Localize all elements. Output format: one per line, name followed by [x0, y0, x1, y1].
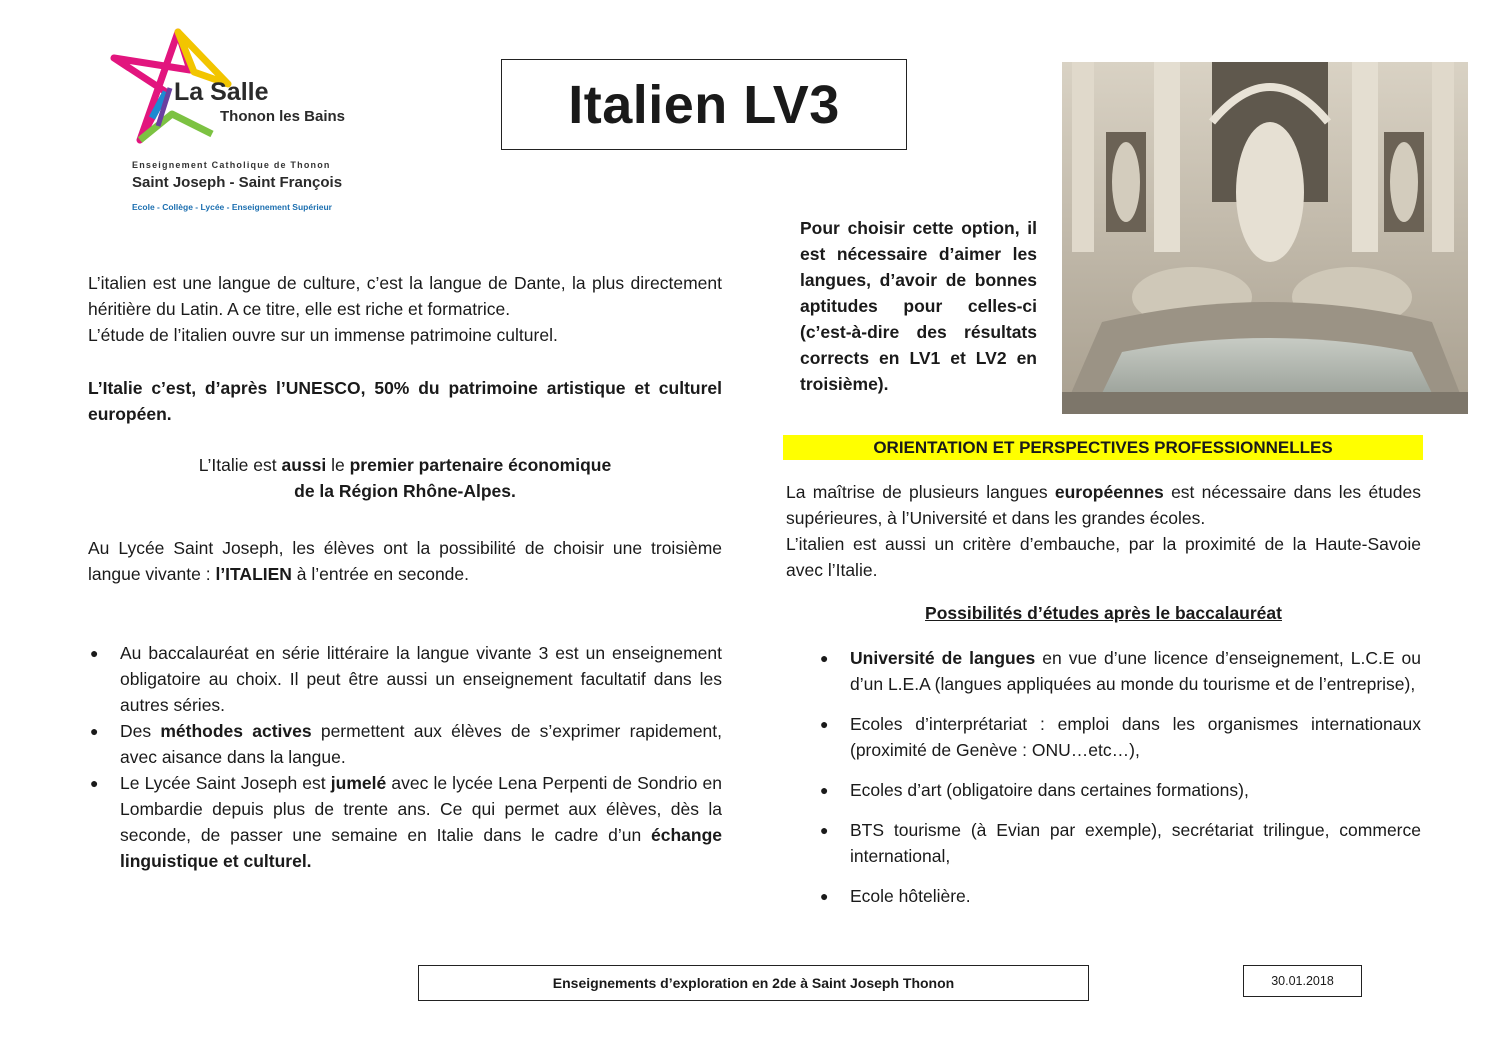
bullet-text: Au baccalauréat en série littéraire la langue vivante 3 est un enseignement obligatoire au choix. Il peut être aussi un enseignement facultatif dans les autres séries.	[120, 643, 722, 715]
bullet-text: Des	[120, 721, 161, 741]
orientation-bold: européennes	[1054, 482, 1164, 502]
list-item	[818, 817, 1421, 869]
bullet-icon: ●	[90, 775, 99, 791]
bullet-bold: échange linguistique et culturel.	[120, 825, 722, 871]
logo-name-line1: La Salle	[174, 78, 269, 106]
option-requirements: Pour choisir cette option, il est nécessaire d’aimer les langues, d’avoir de bonnes aptitudes pour celles-ci (c’est-à-dire des résultats corrects en LV1 et LV2 en troisième).	[800, 218, 1037, 394]
bullet-icon: ●	[90, 645, 99, 661]
page-title-box	[501, 59, 907, 150]
orientation-text	[786, 479, 1421, 583]
document-date: 30.01.2018	[1243, 965, 1362, 997]
bullet-text: Ecole hôtelière.	[850, 886, 971, 906]
logo-levels: Ecole - Collège - Lycée - Enseignement Supérieur	[132, 202, 332, 212]
bullet-bold: jumelé	[330, 773, 387, 793]
studies-bullet-list	[818, 645, 1421, 923]
partner-bold: aussi	[281, 455, 327, 475]
list-item	[818, 777, 1421, 803]
logo-schools: Saint Joseph - Saint François	[132, 174, 343, 191]
intro-text	[88, 270, 722, 348]
bullet-icon: ●	[820, 716, 829, 732]
list-item	[88, 718, 722, 770]
bullet-icon: ●	[90, 723, 99, 739]
page-title: Italien LV3	[568, 74, 840, 135]
lycee-text: Au Lycée Saint Joseph, les élèves ont la possibilité de choisir une troisième langue vivante :	[88, 538, 722, 584]
lycee-text: à l’entrée en seconde.	[291, 564, 470, 584]
intro-paragraph: L’italien est une langue de culture, c’est la langue de Dante, la plus directement héritière du Latin. A ce titre, elle est riche et formatrice.	[88, 273, 722, 319]
orientation-paragraph: La maîtrise de plusieurs langues	[786, 482, 1055, 502]
list-item	[88, 640, 722, 718]
intro-paragraph: L’étude de l’italien ouvre sur un immense patrimoine culturel.	[88, 325, 558, 345]
bullet-icon: ●	[820, 650, 829, 666]
partner-text: L’Italie est	[198, 455, 282, 475]
bullet-icon: ●	[820, 782, 829, 798]
orientation-paragraph: est nécessaire dans les études supérieures, à l’Université et dans les grandes écoles.	[786, 482, 1421, 528]
trevi-fountain-photo	[1062, 62, 1468, 414]
left-bullet-list	[88, 640, 722, 874]
bullet-icon: ●	[820, 822, 829, 838]
bullet-text: en vue d’une licence d’enseignement, L.C.E ou d’un L.E.A (langues appliquées au monde du tourisme et de l’entreprise),	[850, 648, 1421, 694]
unesco-statement: L’Italie c’est, d’après l’UNESCO, 50% du patrimoine artistique et culturel européen.	[88, 378, 722, 424]
bullet-text: Ecoles d’art (obligatoire dans certaines formations),	[850, 780, 1249, 800]
bullet-text: Ecoles d’interprétariat : emploi dans les organismes internationaux (proximité de Genève : ONU…etc…),	[850, 714, 1421, 760]
footer-label: Enseignements d’exploration en 2de à Saint Joseph Thonon	[418, 965, 1089, 1001]
school-logo	[110, 22, 370, 222]
list-item	[88, 770, 722, 874]
list-item	[818, 883, 1421, 909]
bullet-text: BTS tourisme (à Evian par exemple), secrétariat trilingue, commerce international,	[850, 820, 1421, 866]
list-item	[818, 645, 1421, 697]
lycee-bold: l’ITALIEN	[215, 564, 292, 584]
bullet-bold: méthodes actives	[160, 721, 312, 741]
lycee-paragraph	[88, 535, 722, 587]
bullet-icon: ●	[820, 888, 829, 904]
studies-heading: Possibilités d’études après le baccalauréat	[925, 603, 1282, 623]
partner-statement	[88, 452, 722, 504]
bullet-text: Le Lycée Saint Joseph est	[120, 773, 331, 793]
orientation-paragraph: L’italien est aussi un critère d’embauche, par la proximité de la Haute-Savoie avec l’Italie.	[786, 534, 1421, 580]
bullet-text: permettent aux élèves de s’exprimer rapidement, avec aisance dans la langue.	[120, 721, 723, 767]
partner-bold: premier partenaire économique	[349, 455, 612, 475]
logo-name-line2: Thonon les Bains	[220, 108, 346, 125]
bullet-text: avec le lycée Lena Perpenti de Sondrio en Lombardie depuis plus de trente ans. Ce qui permet aux élèves, dès la seconde, de passer une semaine en Italie dans le cadre d’un	[120, 773, 722, 845]
partner-text: le	[326, 455, 350, 475]
list-item	[818, 711, 1421, 763]
logo-subtitle: Enseignement Catholique de Thonon	[132, 160, 331, 170]
orientation-heading: ORIENTATION ET PERSPECTIVES PROFESSIONNELLES	[783, 435, 1423, 460]
partner-bold: de la Région Rhône-Alpes.	[294, 481, 516, 501]
bullet-bold: Université de langues	[850, 648, 1036, 668]
